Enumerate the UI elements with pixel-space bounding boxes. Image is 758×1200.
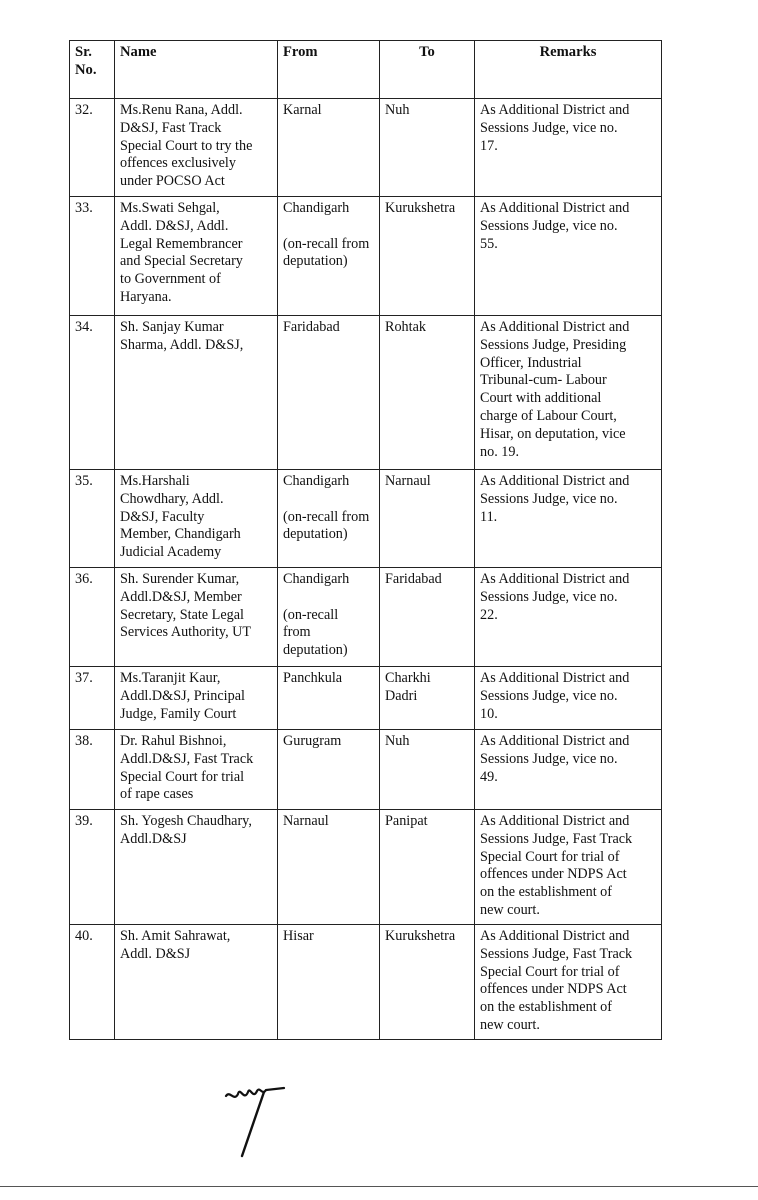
table-header-row xyxy=(70,41,662,99)
cell-remarks: As Additional District and Sessions Judge, vice no. 55. xyxy=(475,197,662,316)
cell-name: Sh. Amit Sahrawat, Addl. D&SJ xyxy=(115,925,278,1040)
cell-name: Sh. Surender Kumar, Addl.D&SJ, Member Secretary, State Legal Services Authority, UT xyxy=(115,568,278,667)
cell-name: Dr. Rahul Bishnoi, Addl.D&SJ, Fast Track Special Court for trial of rape cases xyxy=(115,730,278,810)
cell-remarks: As Additional District and Sessions Judge, Presiding Officer, Industrial Tribunal-cum- Labour Court with additional charge of Labour Court, Hisar, on deputation, vice no. 19. xyxy=(475,316,662,470)
cell-from: Faridabad xyxy=(278,316,380,470)
cell-sr-no: 38. xyxy=(70,730,115,810)
cell-sr-no: 40. xyxy=(70,925,115,1040)
cell-name: Ms.Renu Rana, Addl. D&SJ, Fast Track Special Court to try the offences exclusively under POCSO Act xyxy=(115,99,278,197)
footer-divider xyxy=(0,1186,758,1187)
cell-name: Ms.Taranjit Kaur, Addl.D&SJ, Principal Judge, Family Court xyxy=(115,667,278,730)
cell-from: Gurugram xyxy=(278,730,380,810)
cell-to: Panipat xyxy=(380,810,475,925)
header-to: To xyxy=(380,41,475,99)
cell-to: Rohtak xyxy=(380,316,475,470)
cell-from: Hisar xyxy=(278,925,380,1040)
cell-from: Chandigarh (on-recall from deputation) xyxy=(278,470,380,568)
cell-remarks: As Additional District and Sessions Judge, vice no. 22. xyxy=(475,568,662,667)
cell-from: Panchkula xyxy=(278,667,380,730)
cell-remarks: As Additional District and Sessions Judge, vice no. 49. xyxy=(475,730,662,810)
header-from: From xyxy=(278,41,380,99)
cell-remarks: As Additional District and Sessions Judge, Fast Track Special Court for trial of offences under NDPS Act on the establishment of new court. xyxy=(475,810,662,925)
cell-to: Kurukshetra xyxy=(380,925,475,1040)
handwritten-signature xyxy=(220,1078,300,1160)
table-row xyxy=(70,316,662,470)
cell-sr-no: 35. xyxy=(70,470,115,568)
transfer-table xyxy=(69,40,662,1040)
cell-remarks: As Additional District and Sessions Judge, vice no. 10. xyxy=(475,667,662,730)
table-row xyxy=(70,99,662,197)
cell-remarks: As Additional District and Sessions Judge, Fast Track Special Court for trial of offences under NDPS Act on the establishment of new court. xyxy=(475,925,662,1040)
table-row xyxy=(70,197,662,316)
header-name: Name xyxy=(115,41,278,99)
cell-from: Narnaul xyxy=(278,810,380,925)
table-row xyxy=(70,568,662,667)
cell-sr-no: 33. xyxy=(70,197,115,316)
cell-name: Sh. Sanjay Kumar Sharma, Addl. D&SJ, xyxy=(115,316,278,470)
cell-to: Narnaul xyxy=(380,470,475,568)
header-remarks: Remarks xyxy=(475,41,662,99)
table-row xyxy=(70,810,662,925)
table-row xyxy=(70,925,662,1040)
cell-to: Faridabad xyxy=(380,568,475,667)
cell-sr-no: 39. xyxy=(70,810,115,925)
cell-to: Nuh xyxy=(380,730,475,810)
table-row xyxy=(70,470,662,568)
cell-name: Sh. Yogesh Chaudhary, Addl.D&SJ xyxy=(115,810,278,925)
cell-from: Karnal xyxy=(278,99,380,197)
table-row xyxy=(70,730,662,810)
cell-to: Charkhi Dadri xyxy=(380,667,475,730)
cell-to: Nuh xyxy=(380,99,475,197)
cell-to: Kurukshetra xyxy=(380,197,475,316)
cell-remarks: As Additional District and Sessions Judge, vice no. 11. xyxy=(475,470,662,568)
cell-sr-no: 36. xyxy=(70,568,115,667)
cell-sr-no: 37. xyxy=(70,667,115,730)
cell-sr-no: 32. xyxy=(70,99,115,197)
cell-from: Chandigarh (on-recall from deputation) xyxy=(278,568,380,667)
cell-from: Chandigarh (on-recall from deputation) xyxy=(278,197,380,316)
cell-name: Ms.Swati Sehgal, Addl. D&SJ, Addl. Legal Remembrancer and Special Secretary to Government of Haryana. xyxy=(115,197,278,316)
cell-name: Ms.Harshali Chowdhary, Addl. D&SJ, Faculty Member, Chandigarh Judicial Academy xyxy=(115,470,278,568)
table-row xyxy=(70,667,662,730)
header-sr-no: Sr. No. xyxy=(70,41,115,99)
cell-sr-no: 34. xyxy=(70,316,115,470)
cell-remarks: As Additional District and Sessions Judge, vice no. 17. xyxy=(475,99,662,197)
